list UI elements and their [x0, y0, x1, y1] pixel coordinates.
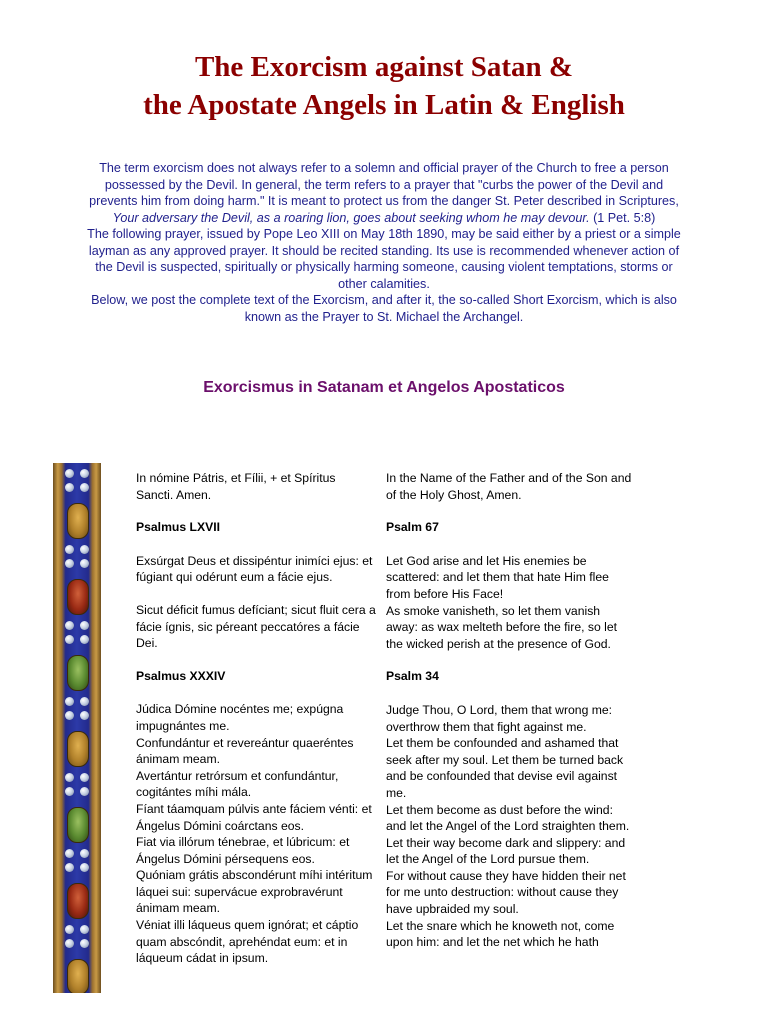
intro-paragraph-2: The following prayer, issued by Pope Leo XIII on May 18th 1890, may be said either by a priest or a simple layman as any approved prayer. It should be recited standing. Its use is recommended whenever action of the Devil is suspected, spiritually or physically harming someone, causing violent temptations, storms or other calamities.	[87, 227, 681, 291]
intro-p1-text: The term exorcism does not always refer to a solemn and official prayer of the Church to free a person possessed by the Devil. In general, the term refers to a prayer that "curbs the power of the Devil and prevents him from doing harm." It is meant to protect us from the danger St. Peter described in Scriptures,	[89, 161, 679, 208]
english-psalm-67-verse-2: As smoke vanisheth, so let them vanish away: as wax melteth before the fire, so let the wicked perish at the presence of God.	[386, 603, 617, 651]
latin-psalm-34-line: Fíant táamquam púlvis ante fáciem vénti: et Ángelus Dómini coárctans eos.	[136, 801, 372, 833]
latin-psalm-34-line: Fiat via illórum ténebrae, et lúbricum: et Ángelus Dómini pérsequens eos.	[136, 835, 350, 866]
intro-text	[80, 160, 688, 325]
latin-psalm-34-line: Avertántur retrórsum et confundántur, cogitántes míhi mála.	[136, 768, 339, 800]
latin-psalm-34-line: Confundántur et revereántur quaeréntes ánimam meam.	[136, 735, 354, 767]
page-title-line-1: The Exorcism against Satan &	[194, 51, 574, 83]
intro-paragraph-1	[80, 160, 688, 226]
latin-psalm-67-heading: Psalmus LXVII	[136, 520, 220, 535]
english-invocation: In the Name of the Father and of the Son and of the Holy Ghost, Amen.	[386, 471, 632, 502]
jeweled-border-image	[53, 463, 101, 993]
latin-psalm-67-verse-1: Exsúrgat Deus et dissipéntur inimíci ejus: et fúgiant qui odérunt eum a fácie ejus.	[136, 553, 373, 585]
latin-psalm-34-line: Quóniam grátis abscondérunt míhi intéritum láquei sui: supervácue exprobravérunt ánimam meam.	[136, 868, 373, 916]
english-psalm-34-line: Let them be confounded and ashamed that seek after my soul. Let them be turned back and be confounded that devise evil against me.	[386, 736, 624, 800]
page-title	[0, 48, 768, 124]
english-psalm-34-line: Judge Thou, O Lord, them that wrong me: overthrow them that fight against me.	[386, 702, 613, 734]
latin-invocation: In nómine Pátris, et Fílii, + et Spíritus Sancti. Amen.	[136, 471, 336, 502]
latin-psalm-67-verse-2: Sicut déficit fumus defíciant; sicut fluit cera a fácie ígnis, sic péreant peccatóres a fácie Dei.	[136, 602, 376, 651]
latin-psalm-34-line: Júdica Dómine nocéntes me; expúgna impugnántes me.	[136, 702, 344, 733]
english-column	[386, 470, 634, 951]
section-subtitle: Exorcismus in Satanam et Angelos Apostaticos	[203, 379, 565, 396]
intro-p1-quote: Your adversary the Devil, as a roaring lion, goes about seeking whom he may devour.	[112, 210, 590, 225]
english-psalm-34-heading: Psalm 34	[386, 669, 439, 684]
english-psalm-34-line: For without cause they have hidden their net for me unto destruction: without cause they have upbraided my soul.	[386, 868, 626, 917]
english-psalm-67-verse-1: Let God arise and let His enemies be scattered: and let them that hate Him flee from before His Face!	[386, 553, 609, 601]
english-psalm-34-line: Let the snare which he knoweth not, come upon him: and let the net which he hath	[386, 918, 615, 950]
intro-p1-reference: (1 Pet. 5:8)	[589, 210, 656, 225]
english-psalm-34-line: Let their way become dark and slippery: and let the Angel of the Lord pursue them.	[386, 835, 626, 867]
english-psalm-67-heading: Psalm 67	[386, 520, 439, 535]
latin-psalm-34-heading: Psalmus XXXIV	[136, 668, 226, 683]
page-title-line-2: the Apostate Angels in Latin & English	[143, 89, 625, 121]
intro-paragraph-3: Below, we post the complete text of the Exorcism, and after it, the so-called Short Exorcism, which is also known as the Prayer to St. Michael the Archangel.	[91, 293, 677, 324]
latin-psalm-34-line: Véniat illi láqueus quem ignórat; et cáptio quam abscóndit, aprehéndat eum: et in láqueum cádat in ipsum.	[136, 918, 359, 966]
latin-column	[136, 470, 376, 967]
english-psalm-34-line: Let them become as dust before the wind: and let the Angel of the Lord straighten them.	[386, 802, 630, 834]
